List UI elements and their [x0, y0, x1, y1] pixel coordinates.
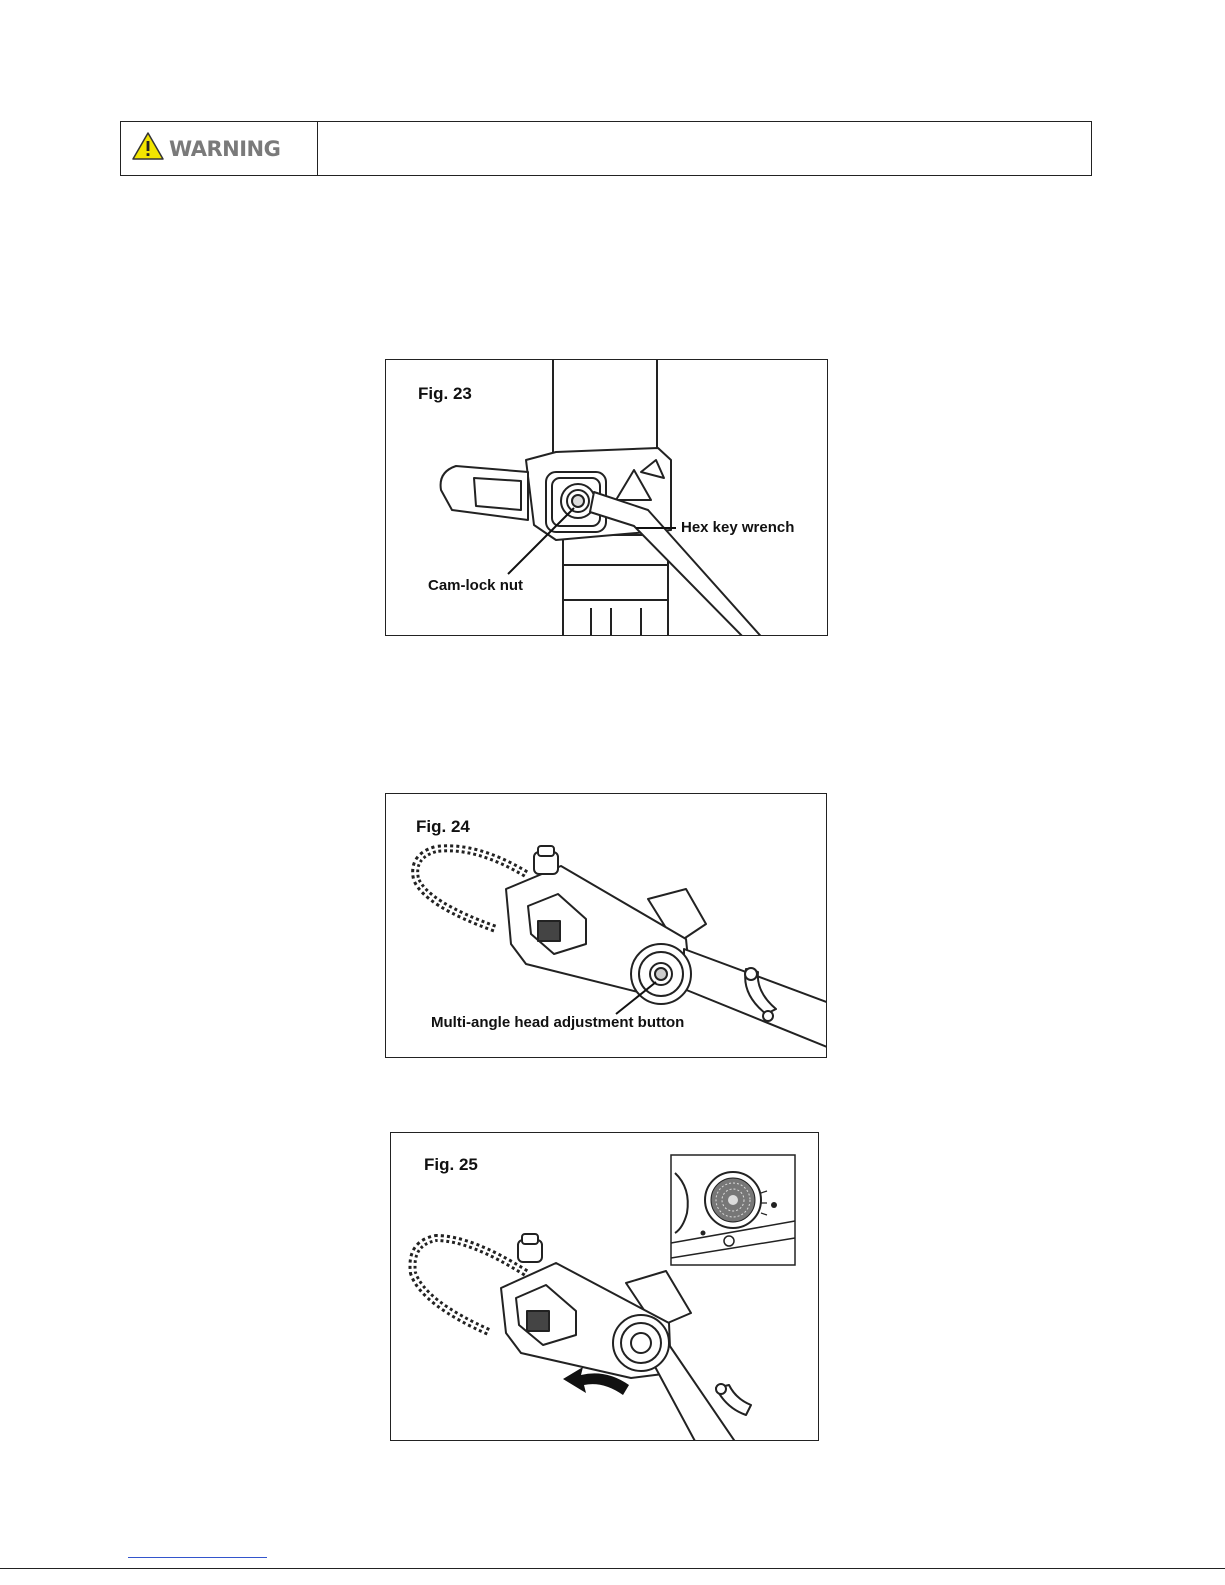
warning-triangle-icon: [131, 131, 165, 166]
warning-body-cell: [318, 122, 1091, 175]
footer-rule: [0, 1568, 1225, 1569]
footer-link-underline[interactable]: [128, 1557, 267, 1558]
warning-label-cell: [121, 122, 318, 175]
fig23-hex-key-callout: Hex key wrench: [681, 519, 795, 536]
warning-text: WARNING: [169, 136, 281, 161]
figure-23: [385, 359, 828, 636]
warning-box: [120, 121, 1092, 176]
fig24-title: Fig. 24: [416, 817, 470, 836]
fig24-button-callout: Multi-angle head adjustment button: [431, 1014, 685, 1031]
fig23-cam-lock-callout: Cam-lock nut: [428, 577, 524, 594]
fig25-illustration: [391, 1133, 819, 1441]
figure-24: [385, 793, 827, 1058]
fig25-title: Fig. 25: [424, 1155, 478, 1174]
figure-25: [390, 1132, 819, 1441]
fig23-title: Fig. 23: [418, 384, 472, 403]
